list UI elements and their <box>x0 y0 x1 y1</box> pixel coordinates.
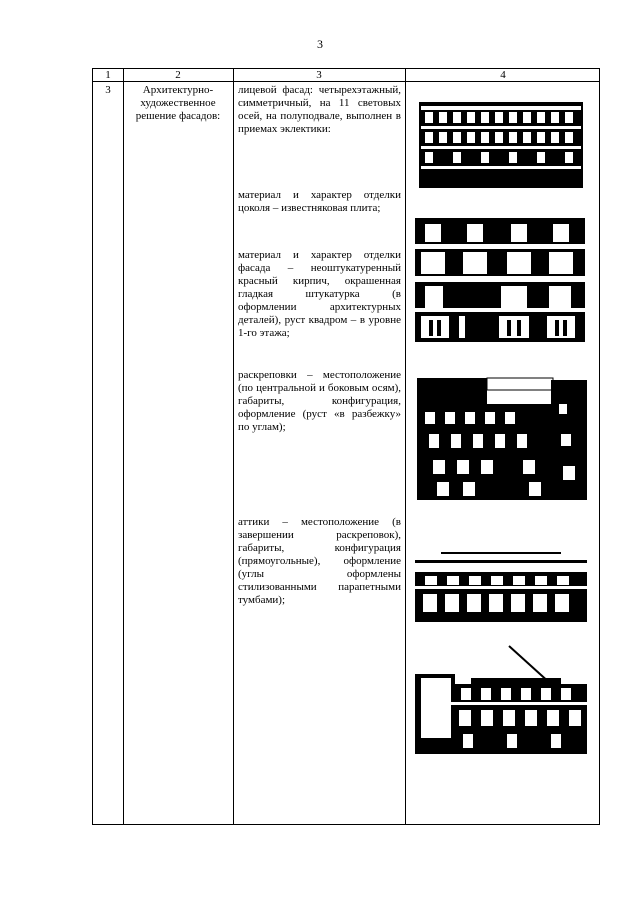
header-divider <box>93 81 599 82</box>
facade-photo-3 <box>411 374 589 504</box>
column-divider <box>405 69 406 824</box>
header-col-1: 1 <box>105 69 111 81</box>
row-number: 3 <box>105 84 111 96</box>
attics-text: аттики – местоположение (в завершении раскреповок), габариты, конфигурация (прямоугольные), оформление (углы оформлены стилизованными парапетными тумбами); <box>238 516 401 606</box>
projections-text: раскреповки – местоположение (по центральной и боковым осям), габариты, конфигурация, оформление (руст «в разбежку» по углам); <box>238 369 401 433</box>
header-col-4: 4 <box>500 69 506 81</box>
facade-table <box>92 68 600 825</box>
column-divider <box>233 69 234 824</box>
column-divider <box>123 69 124 824</box>
row-title: Архитектурно-художественное решение фасадов: <box>135 84 221 122</box>
header-col-2: 2 <box>175 69 181 81</box>
facade-description: лицевой фасад: четырехэтажный, симметричный, на 11 световых осей, на полуподвале, выполнен в приемах эклектики: <box>238 84 401 135</box>
facade-finish-text: материал и характер отделки фасада – неоштукатуренный красный кирпич, окрашенная гладкая штукатурка (в оформлении архитектурных деталей), руст квадром – в уровне 1-го этажа; <box>238 249 401 339</box>
facade-photo-2 <box>411 216 589 346</box>
facade-photo-1 <box>411 96 589 202</box>
facade-photo-5 <box>411 644 589 759</box>
facade-photo-4 <box>411 546 589 626</box>
plinth-finish-text: материал и характер отделки цоколя – известняковая плита; <box>238 189 401 214</box>
page-number: 3 <box>317 37 323 51</box>
header-col-3: 3 <box>316 69 322 81</box>
